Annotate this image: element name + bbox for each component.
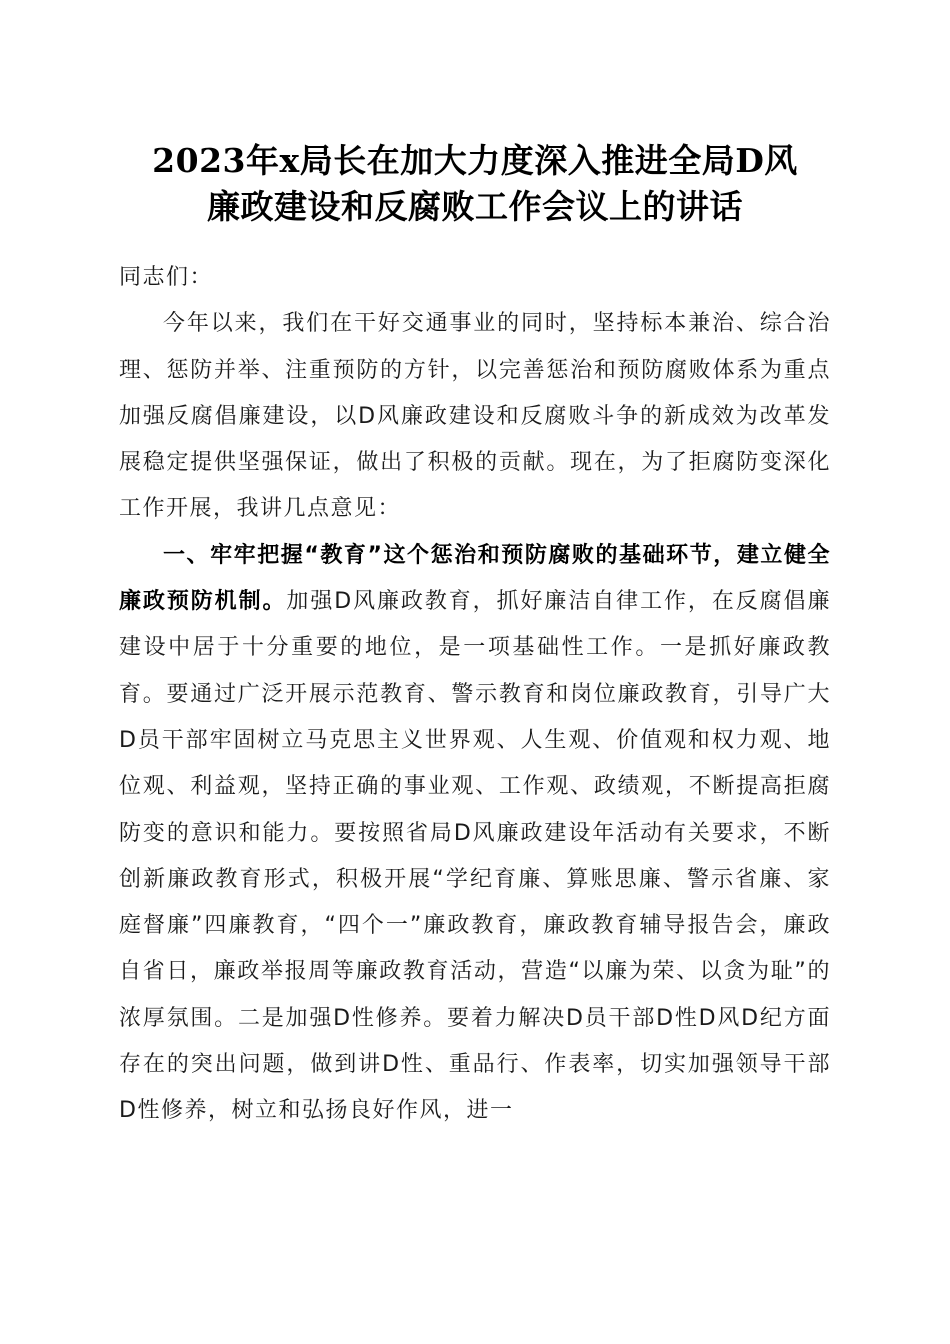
section-1-heading: 一、牢牢把握“教育”这个惩治和预防腐败的基础环节，建立健全廉政预防机制。 <box>119 542 831 615</box>
document-title <box>100 138 850 230</box>
salutation: 同志们： <box>119 265 214 290</box>
paragraph-intro: 今年以来，我们在干好交通事业的同时，坚持标本兼治、综合治理、惩防并举、注重预防的方针，以完善惩治和预防腐败体系为重点加强反腐倡廉建设，以D风廉政建设和反腐败斗争的新成效为改革发展稳定提供坚强保证，做出了积极的贡献。现在，为了拒腐防变深化工作开展，我讲几点意见： <box>119 311 831 522</box>
paragraph-section-1 <box>119 533 831 1135</box>
title-line-1: 2023年x局长在加大力度深入推进全局D风 <box>152 141 798 180</box>
document-body <box>119 255 831 1135</box>
title-line-2: 廉政建设和反腐败工作会议上的讲话 <box>207 187 743 226</box>
section-1-body: 加强D风廉政教育，抓好廉洁自律工作，在反腐倡廉建设中居于十分重要的地位，是一项基础性工作。一是抓好廉政教育。要通过广泛开展示范教育、警示教育和岗位廉政教育，引导广大D员干部牢固树立马克思主义世界观、人生观、价值观和权力观、地位观、利益观，坚持正确的事业观、工作观、政绩观，不断提高拒腐防变的意识和能力。要按照省局D风廉政建设年活动有关要求，不断创新廉政教育形式，积极开展“学纪育廉、算账思廉、警示省廉、家庭督廉”四廉教育，“四个一”廉政教育，廉政教育辅导报告会，廉政自省日，廉政举报周等廉政教育活动，营造“以廉为荣、以贪为耻”的浓厚氛围。二是加强D性修养。要着力解决D员干部D性D风D纪方面存在的突出问题，做到讲D性、重品行、作表率，切实加强领导干部D性修养，树立和弘扬良好作风，进一 <box>119 589 831 1124</box>
